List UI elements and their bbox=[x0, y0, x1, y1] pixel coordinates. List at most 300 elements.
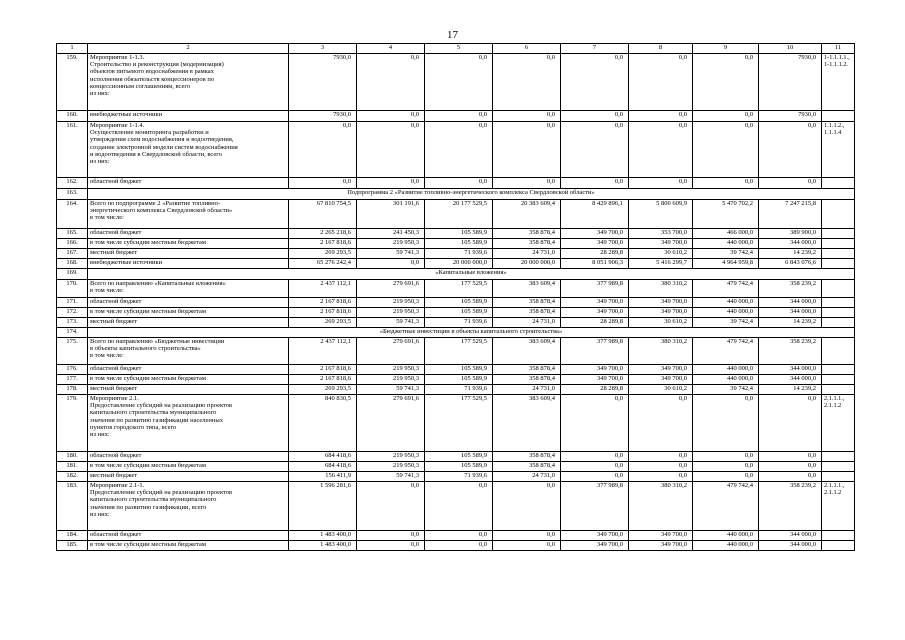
row-number: 173. bbox=[57, 318, 88, 328]
value-cell: 71 939,6 bbox=[425, 472, 493, 482]
target-indicator-ref bbox=[822, 462, 855, 472]
value-cell: 684 418,6 bbox=[289, 462, 357, 472]
value-cell: 344 000,0 bbox=[759, 308, 822, 318]
value-cell: 840 830,5 bbox=[289, 395, 357, 452]
value-cell: 358 878,4 bbox=[493, 229, 561, 239]
row-description: в том числе субсидии местным бюджетам bbox=[88, 541, 289, 551]
table-row bbox=[57, 122, 855, 178]
value-cell: 5 416 299,7 bbox=[629, 259, 693, 269]
row-description: Мероприятие 2.1. Предоставление субсидий на реализацию проектов капитального строительства муниципального значения по развитию газификации населенных пунктов городского типа, всего из них: bbox=[88, 395, 289, 452]
value-cell: 1 483 400,0 bbox=[289, 531, 357, 541]
table-row bbox=[57, 395, 855, 452]
value-cell: 377 989,8 bbox=[561, 482, 629, 531]
row-number: 171. bbox=[57, 298, 88, 308]
value-cell: 0,0 bbox=[693, 122, 759, 178]
table-row bbox=[57, 178, 855, 189]
value-cell: 377 989,8 bbox=[561, 280, 629, 298]
row-number: 176. bbox=[57, 365, 88, 375]
value-cell: 358 239,2 bbox=[759, 482, 822, 531]
row-number: 172. bbox=[57, 308, 88, 318]
value-cell: 279 691,6 bbox=[357, 338, 425, 365]
value-cell: 0,0 bbox=[425, 54, 493, 111]
value-cell: 440 000,0 bbox=[693, 239, 759, 249]
value-cell: 0,0 bbox=[357, 178, 425, 189]
row-number: 162. bbox=[57, 178, 88, 189]
value-cell: 0,0 bbox=[629, 395, 693, 452]
value-cell: 383 609,4 bbox=[493, 280, 561, 298]
value-cell: 0,0 bbox=[629, 178, 693, 189]
value-cell: 71 939,6 bbox=[425, 249, 493, 259]
row-description: местный бюджет bbox=[88, 385, 289, 395]
section-heading: Подпрограмма 2 «Развитие топливно-энергетического комплекса Свердловской области» bbox=[88, 189, 855, 200]
row-number: 167. bbox=[57, 249, 88, 259]
value-cell: 377 989,8 bbox=[561, 338, 629, 365]
value-cell: 358 878,4 bbox=[493, 462, 561, 472]
value-cell: 349 700,0 bbox=[629, 308, 693, 318]
column-header-6: 6 bbox=[493, 44, 561, 54]
table-row bbox=[57, 269, 855, 280]
value-cell: 0,0 bbox=[693, 462, 759, 472]
table-row bbox=[57, 249, 855, 259]
value-cell: 0,0 bbox=[561, 462, 629, 472]
target-indicator-ref: 2.1.1.1., 2.1.1.2 bbox=[822, 482, 855, 531]
value-cell: 67 810 754,5 bbox=[289, 200, 357, 229]
row-number: 185. bbox=[57, 541, 88, 551]
value-cell: 349 700,0 bbox=[629, 298, 693, 308]
value-cell: 0,0 bbox=[759, 472, 822, 482]
value-cell: 39 742,4 bbox=[693, 318, 759, 328]
table-row bbox=[57, 452, 855, 462]
row-description: областной бюджет bbox=[88, 298, 289, 308]
value-cell: 20 000 000,0 bbox=[493, 259, 561, 269]
table-row bbox=[57, 298, 855, 308]
row-number: 164. bbox=[57, 200, 88, 229]
value-cell: 440 000,0 bbox=[693, 531, 759, 541]
row-number: 166. bbox=[57, 239, 88, 249]
value-cell: 0,0 bbox=[357, 111, 425, 122]
value-cell: 2 167 818,6 bbox=[289, 375, 357, 385]
value-cell: 344 000,0 bbox=[759, 298, 822, 308]
value-cell: 105 589,9 bbox=[425, 298, 493, 308]
value-cell: 8 429 896,1 bbox=[561, 200, 629, 229]
row-description: в том числе субсидии местным бюджетам bbox=[88, 308, 289, 318]
value-cell: 28 289,8 bbox=[561, 318, 629, 328]
row-number: 169. bbox=[57, 269, 88, 280]
value-cell: 5 470 702,2 bbox=[693, 200, 759, 229]
row-description: областной бюджет bbox=[88, 452, 289, 462]
value-cell: 105 589,9 bbox=[425, 239, 493, 249]
value-cell: 0,0 bbox=[629, 54, 693, 111]
value-cell: 358 239,2 bbox=[759, 338, 822, 365]
table-row bbox=[57, 229, 855, 239]
value-cell: 358 878,4 bbox=[493, 298, 561, 308]
value-cell: 105 589,9 bbox=[425, 375, 493, 385]
value-cell: 5 800 609,9 bbox=[629, 200, 693, 229]
section-heading: «Бюджетные инвестиции в объекты капитального строительства» bbox=[88, 328, 855, 338]
value-cell: 0,0 bbox=[629, 122, 693, 178]
value-cell: 39 742,4 bbox=[693, 385, 759, 395]
target-indicator-ref bbox=[822, 472, 855, 482]
value-cell: 349 700,0 bbox=[561, 365, 629, 375]
table-row bbox=[57, 472, 855, 482]
value-cell: 7 247 215,8 bbox=[759, 200, 822, 229]
value-cell: 344 000,0 bbox=[759, 239, 822, 249]
column-header-7: 7 bbox=[561, 44, 629, 54]
value-cell: 219 950,3 bbox=[357, 375, 425, 385]
value-cell: 358 878,4 bbox=[493, 308, 561, 318]
value-cell: 0,0 bbox=[357, 531, 425, 541]
value-cell: 349 700,0 bbox=[629, 531, 693, 541]
value-cell: 14 239,2 bbox=[759, 318, 822, 328]
value-cell: 2 167 818,6 bbox=[289, 298, 357, 308]
target-indicator-ref bbox=[822, 298, 855, 308]
section-heading: «Капитальные вложения» bbox=[88, 269, 855, 280]
value-cell: 28 289,8 bbox=[561, 385, 629, 395]
column-header-11: 11 bbox=[822, 44, 855, 54]
value-cell: 2 167 818,6 bbox=[289, 365, 357, 375]
value-cell: 0,0 bbox=[357, 54, 425, 111]
value-cell: 0,0 bbox=[493, 111, 561, 122]
value-cell: 301 191,6 bbox=[357, 200, 425, 229]
value-cell: 349 700,0 bbox=[561, 298, 629, 308]
row-description: областной бюджет bbox=[88, 178, 289, 189]
value-cell: 2 265 218,6 bbox=[289, 229, 357, 239]
value-cell: 349 700,0 bbox=[561, 308, 629, 318]
value-cell: 358 878,4 bbox=[493, 365, 561, 375]
value-cell: 279 691,6 bbox=[357, 395, 425, 452]
value-cell: 2 167 818,6 bbox=[289, 239, 357, 249]
row-number: 165. bbox=[57, 229, 88, 239]
value-cell: 219 950,3 bbox=[357, 365, 425, 375]
value-cell: 24 731,0 bbox=[493, 385, 561, 395]
value-cell: 349 700,0 bbox=[629, 375, 693, 385]
value-cell: 0,0 bbox=[425, 178, 493, 189]
value-cell: 24 731,0 bbox=[493, 249, 561, 259]
value-cell: 0,0 bbox=[289, 122, 357, 178]
value-cell: 0,0 bbox=[561, 54, 629, 111]
value-cell: 279 691,6 bbox=[357, 280, 425, 298]
value-cell: 684 418,6 bbox=[289, 452, 357, 462]
value-cell: 0,0 bbox=[493, 178, 561, 189]
row-number: 168. bbox=[57, 259, 88, 269]
value-cell: 349 700,0 bbox=[561, 531, 629, 541]
value-cell: 0,0 bbox=[357, 122, 425, 178]
value-cell: 358 878,4 bbox=[493, 375, 561, 385]
value-cell: 30 610,2 bbox=[629, 385, 693, 395]
value-cell: 479 742,4 bbox=[693, 280, 759, 298]
table-row bbox=[57, 338, 855, 365]
value-cell: 20 177 529,5 bbox=[425, 200, 493, 229]
row-description: Всего по направлению «Бюджетные инвестиции в объекты капитального строительства» в том числе: bbox=[88, 338, 289, 365]
row-description: Мероприятие 1-1.3. Строительство и реконструкция (модернизация) объектов питьевого водоснабжения в рамках исполнения обязательств концессионеров по концессионным соглашениям, всего из них: bbox=[88, 54, 289, 111]
value-cell: 0,0 bbox=[425, 541, 493, 551]
column-header-9: 9 bbox=[693, 44, 759, 54]
table-row bbox=[57, 375, 855, 385]
value-cell: 39 742,4 bbox=[693, 249, 759, 259]
target-indicator-ref bbox=[822, 318, 855, 328]
table-row bbox=[57, 318, 855, 328]
value-cell: 8 051 906,3 bbox=[561, 259, 629, 269]
value-cell: 358 878,4 bbox=[493, 239, 561, 249]
row-description: местный бюджет bbox=[88, 472, 289, 482]
value-cell: 105 589,9 bbox=[425, 229, 493, 239]
row-description: в том числе субсидии местным бюджетам bbox=[88, 375, 289, 385]
table-row bbox=[57, 200, 855, 229]
row-description: областной бюджет bbox=[88, 531, 289, 541]
value-cell: 440 000,0 bbox=[693, 365, 759, 375]
value-cell: 349 700,0 bbox=[561, 239, 629, 249]
value-cell: 0,0 bbox=[493, 54, 561, 111]
target-indicator-ref bbox=[822, 249, 855, 259]
value-cell: 479 742,4 bbox=[693, 338, 759, 365]
value-cell: 0,0 bbox=[759, 452, 822, 462]
value-cell: 0,0 bbox=[357, 259, 425, 269]
column-header-3: 3 bbox=[289, 44, 357, 54]
target-indicator-ref bbox=[822, 178, 855, 189]
value-cell: 349 700,0 bbox=[629, 365, 693, 375]
value-cell: 349 700,0 bbox=[561, 541, 629, 551]
value-cell: 0,0 bbox=[629, 452, 693, 462]
value-cell: 0,0 bbox=[759, 178, 822, 189]
value-cell: 7930,0 bbox=[759, 111, 822, 122]
value-cell: 440 000,0 bbox=[693, 308, 759, 318]
row-number: 180. bbox=[57, 452, 88, 462]
target-indicator-ref bbox=[822, 375, 855, 385]
value-cell: 0,0 bbox=[561, 395, 629, 452]
value-cell: 0,0 bbox=[693, 111, 759, 122]
value-cell: 30 610,2 bbox=[629, 249, 693, 259]
value-cell: 20 000 000,0 bbox=[425, 259, 493, 269]
table-row bbox=[57, 531, 855, 541]
target-indicator-ref: 1.1.1.2., 1.1.1.4 bbox=[822, 122, 855, 178]
value-cell: 344 000,0 bbox=[759, 365, 822, 375]
value-cell: 219 950,3 bbox=[357, 452, 425, 462]
value-cell: 479 742,4 bbox=[693, 482, 759, 531]
value-cell: 349 700,0 bbox=[561, 375, 629, 385]
value-cell: 0,0 bbox=[425, 111, 493, 122]
column-header-4: 4 bbox=[357, 44, 425, 54]
row-number: 183. bbox=[57, 482, 88, 531]
row-number: 179. bbox=[57, 395, 88, 452]
value-cell: 349 700,0 bbox=[629, 541, 693, 551]
value-cell: 380 310,2 bbox=[629, 338, 693, 365]
value-cell: 59 741,3 bbox=[357, 385, 425, 395]
target-indicator-ref bbox=[822, 308, 855, 318]
value-cell: 24 731,0 bbox=[493, 472, 561, 482]
value-cell: 0,0 bbox=[357, 541, 425, 551]
value-cell: 177 529,5 bbox=[425, 338, 493, 365]
value-cell: 59 741,3 bbox=[357, 318, 425, 328]
value-cell: 0,0 bbox=[561, 178, 629, 189]
value-cell: 30 610,2 bbox=[629, 318, 693, 328]
row-number: 181. bbox=[57, 462, 88, 472]
value-cell: 7930,0 bbox=[289, 111, 357, 122]
table-row bbox=[57, 239, 855, 249]
value-cell: 0,0 bbox=[493, 122, 561, 178]
table-row bbox=[57, 308, 855, 318]
table-row bbox=[57, 189, 855, 200]
value-cell: 0,0 bbox=[693, 452, 759, 462]
target-indicator-ref bbox=[822, 385, 855, 395]
table-row bbox=[57, 111, 855, 122]
row-description: Мероприятие 2.1-1. Предоставление субсидий на реализацию проектов капитального строительства муниципального значения по развитию газификации, всего из них: bbox=[88, 482, 289, 531]
table-row bbox=[57, 541, 855, 551]
value-cell: 269 293,5 bbox=[289, 385, 357, 395]
column-header-8: 8 bbox=[629, 44, 693, 54]
row-number: 163. bbox=[57, 189, 88, 200]
target-indicator-ref bbox=[822, 531, 855, 541]
row-number: 178. bbox=[57, 385, 88, 395]
value-cell: 24 731,0 bbox=[493, 318, 561, 328]
value-cell: 0,0 bbox=[289, 178, 357, 189]
value-cell: 71 939,6 bbox=[425, 385, 493, 395]
value-cell: 71 939,6 bbox=[425, 318, 493, 328]
value-cell: 59 741,3 bbox=[357, 249, 425, 259]
value-cell: 269 293,5 bbox=[289, 249, 357, 259]
row-number: 177. bbox=[57, 375, 88, 385]
value-cell: 219 950,3 bbox=[357, 308, 425, 318]
row-number: 182. bbox=[57, 472, 88, 482]
header-row bbox=[57, 44, 855, 54]
value-cell: 105 589,9 bbox=[425, 365, 493, 375]
target-indicator-ref bbox=[822, 259, 855, 269]
value-cell: 28 289,8 bbox=[561, 249, 629, 259]
value-cell: 7930,0 bbox=[289, 54, 357, 111]
value-cell: 389 900,0 bbox=[759, 229, 822, 239]
column-header-10: 10 bbox=[759, 44, 822, 54]
value-cell: 380 310,2 bbox=[629, 482, 693, 531]
value-cell: 0,0 bbox=[493, 531, 561, 541]
row-number: 184. bbox=[57, 531, 88, 541]
value-cell: 2 167 818,6 bbox=[289, 308, 357, 318]
value-cell: 0,0 bbox=[425, 531, 493, 541]
value-cell: 1 483 400,0 bbox=[289, 541, 357, 551]
target-indicator-ref: 2.1.1.1., 2.1.1.2 bbox=[822, 395, 855, 452]
target-indicator-ref bbox=[822, 541, 855, 551]
value-cell: 105 589,9 bbox=[425, 308, 493, 318]
value-cell: 177 529,5 bbox=[425, 280, 493, 298]
value-cell: 2 437 112,1 bbox=[289, 280, 357, 298]
value-cell: 0,0 bbox=[693, 472, 759, 482]
program-budget-table bbox=[56, 43, 855, 551]
row-description: местный бюджет bbox=[88, 318, 289, 328]
value-cell: 0,0 bbox=[693, 395, 759, 452]
value-cell: 0,0 bbox=[493, 541, 561, 551]
target-indicator-ref bbox=[822, 229, 855, 239]
table-row bbox=[57, 482, 855, 531]
value-cell: 241 450,3 bbox=[357, 229, 425, 239]
row-description: в том числе субсидии местным бюджетам bbox=[88, 462, 289, 472]
row-number: 159. bbox=[57, 54, 88, 111]
value-cell: 2 437 112,1 bbox=[289, 338, 357, 365]
value-cell: 177 529,5 bbox=[425, 395, 493, 452]
row-description: Всего по подпрограмме 2 «Развитие топливно- энергетического комплекса Свердловской области» в том числе: bbox=[88, 200, 289, 229]
value-cell: 219 950,3 bbox=[357, 298, 425, 308]
value-cell: 0,0 bbox=[759, 122, 822, 178]
row-description: внебюджетные источники bbox=[88, 259, 289, 269]
column-header-2: 2 bbox=[88, 44, 289, 54]
value-cell: 7930,0 bbox=[759, 54, 822, 111]
row-description: областной бюджет bbox=[88, 365, 289, 375]
value-cell: 440 000,0 bbox=[693, 375, 759, 385]
value-cell: 440 000,0 bbox=[693, 541, 759, 551]
target-indicator-ref bbox=[822, 111, 855, 122]
row-number: 170. bbox=[57, 280, 88, 298]
value-cell: 0,0 bbox=[425, 482, 493, 531]
value-cell: 0,0 bbox=[693, 178, 759, 189]
value-cell: 383 609,4 bbox=[493, 338, 561, 365]
value-cell: 0,0 bbox=[629, 462, 693, 472]
value-cell: 380 310,2 bbox=[629, 280, 693, 298]
row-number: 161. bbox=[57, 122, 88, 178]
value-cell: 344 000,0 bbox=[759, 541, 822, 551]
value-cell: 0,0 bbox=[629, 472, 693, 482]
row-number: 174. bbox=[57, 328, 88, 338]
value-cell: 440 000,0 bbox=[693, 298, 759, 308]
value-cell: 0,0 bbox=[425, 122, 493, 178]
value-cell: 0,0 bbox=[561, 111, 629, 122]
row-description: внебюджетные источники bbox=[88, 111, 289, 122]
value-cell: 358 239,2 bbox=[759, 280, 822, 298]
table-row bbox=[57, 328, 855, 338]
page-number: 17 bbox=[447, 29, 458, 41]
value-cell: 105 589,9 bbox=[425, 462, 493, 472]
table-row bbox=[57, 259, 855, 269]
target-indicator-ref: 1-1.1.1.1., 1-1.1.1.2. bbox=[822, 54, 855, 111]
row-number: 160. bbox=[57, 111, 88, 122]
value-cell: 358 878,4 bbox=[493, 452, 561, 462]
value-cell: 20 383 609,4 bbox=[493, 200, 561, 229]
value-cell: 0,0 bbox=[629, 111, 693, 122]
value-cell: 383 609,4 bbox=[493, 395, 561, 452]
target-indicator-ref bbox=[822, 280, 855, 298]
target-indicator-ref bbox=[822, 239, 855, 249]
row-description: Всего по направлению «Капитальные вложения» в том числе: bbox=[88, 280, 289, 298]
value-cell: 14 239,2 bbox=[759, 249, 822, 259]
table-row bbox=[57, 280, 855, 298]
value-cell: 219 950,3 bbox=[357, 462, 425, 472]
value-cell: 0,0 bbox=[759, 462, 822, 472]
value-cell: 14 239,2 bbox=[759, 385, 822, 395]
value-cell: 349 700,0 bbox=[561, 229, 629, 239]
value-cell: 0,0 bbox=[693, 54, 759, 111]
column-header-5: 5 bbox=[425, 44, 493, 54]
value-cell: 0,0 bbox=[561, 472, 629, 482]
row-number: 175. bbox=[57, 338, 88, 365]
row-description: областной бюджет bbox=[88, 229, 289, 239]
table-row bbox=[57, 462, 855, 472]
value-cell: 0,0 bbox=[493, 482, 561, 531]
value-cell: 105 589,9 bbox=[425, 452, 493, 462]
row-description: местный бюджет bbox=[88, 249, 289, 259]
value-cell: 59 741,3 bbox=[357, 472, 425, 482]
value-cell: 1 596 281,6 bbox=[289, 482, 357, 531]
target-indicator-ref bbox=[822, 452, 855, 462]
value-cell: 353 700,0 bbox=[629, 229, 693, 239]
column-header-1: 1 bbox=[57, 44, 88, 54]
value-cell: 466 000,0 bbox=[693, 229, 759, 239]
table-row bbox=[57, 385, 855, 395]
value-cell: 156 411,9 bbox=[289, 472, 357, 482]
value-cell: 0,0 bbox=[759, 395, 822, 452]
value-cell: 65 276 242,4 bbox=[289, 259, 357, 269]
row-description: Мероприятие 1-1.4. Осуществление мониторинга разработки и утверждения схем водоснабжения и водоотведения, создание электронной модели систем водоснабжения и водоотведения в Свердловской области, всего из них: bbox=[88, 122, 289, 178]
target-indicator-ref bbox=[822, 200, 855, 229]
row-description: в том числе субсидии местным бюджетам bbox=[88, 239, 289, 249]
value-cell: 6 843 076,6 bbox=[759, 259, 822, 269]
value-cell: 344 000,0 bbox=[759, 375, 822, 385]
value-cell: 4 964 959,8 bbox=[693, 259, 759, 269]
